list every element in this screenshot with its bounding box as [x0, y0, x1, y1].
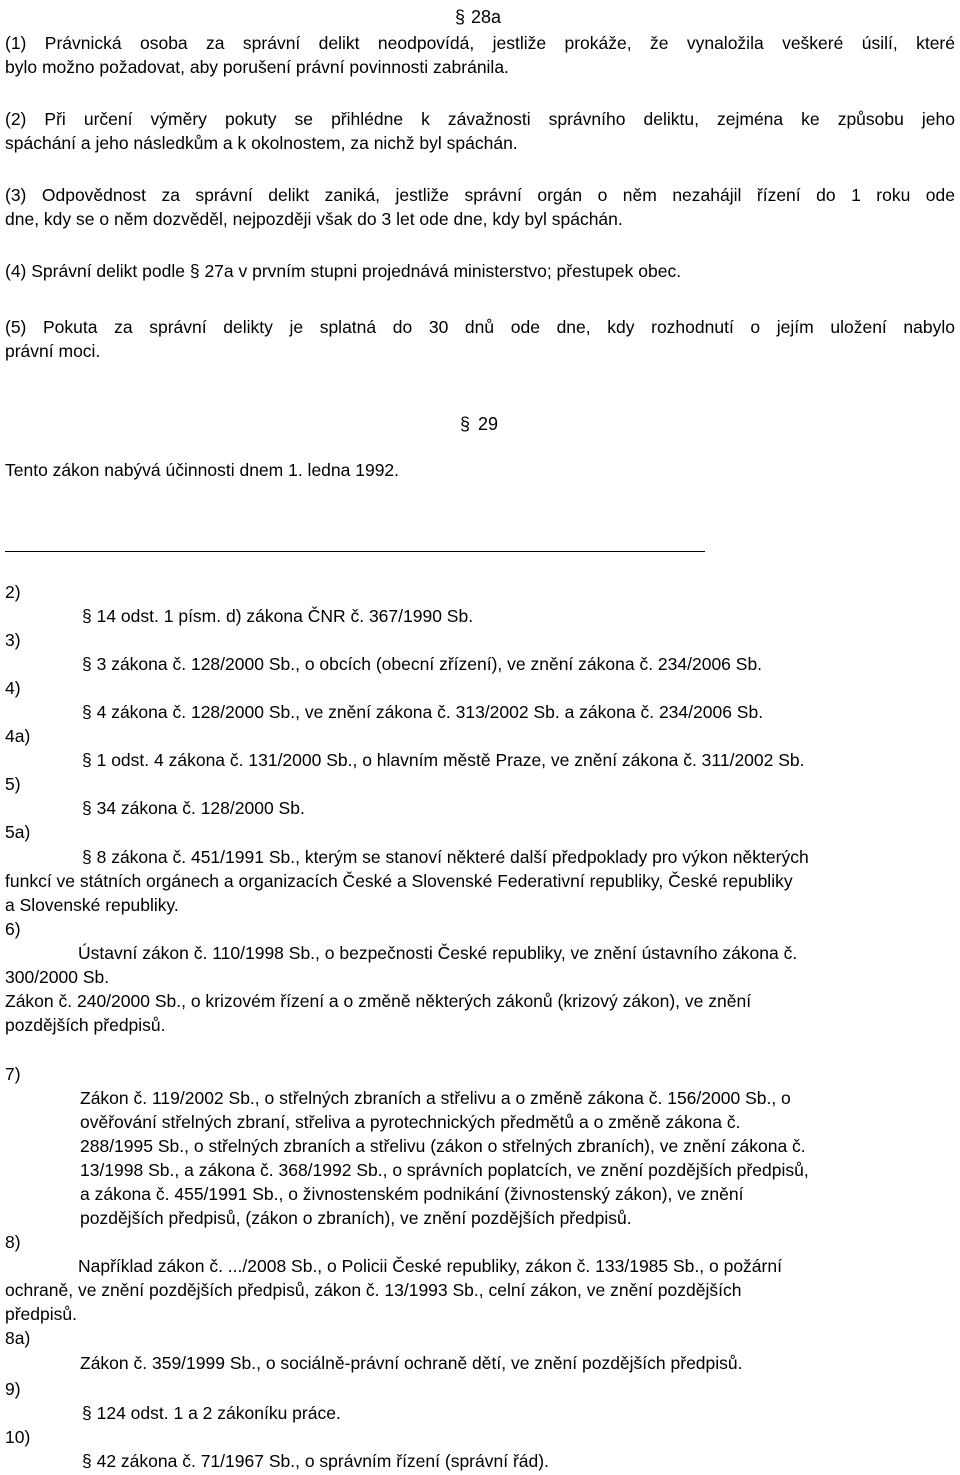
footnote-text [82, 845, 809, 869]
paragraph-5-line-2: právní moci. [5, 341, 101, 361]
footnote-9-text: 124 odst. 1 a 2 zákoníku práce. [96, 1403, 341, 1423]
section-mark: § [82, 798, 92, 818]
effective-date-text: Tento zákon nabývá účinnosti dnem 1. ledna 1992. [5, 460, 400, 480]
footnote-text: pozdějších předpisů, (zákon o zbraních), ve znění pozdějších předpisů. [80, 1208, 632, 1228]
footnote-label: 8) [5, 1232, 21, 1252]
footnote-text: 13/1998 Sb., a zákona č. 368/1992 Sb., o správních poplatcích, ve znění pozdějších předpisů, [80, 1160, 809, 1180]
footnote-label: 10) [5, 1427, 31, 1447]
paragraph-4-text-start: (4) Správní delikt podle [5, 261, 190, 281]
paragraph-4-text-end: 27a v prvním stupni projednává ministerstvo; přestupek obec. [204, 261, 682, 281]
footnote-text: pozdějších předpisů. [5, 1015, 166, 1035]
section-mark: § [82, 606, 92, 626]
footnote-3-text: 3 zákona č. 128/2000 Sb., o obcích (obecní zřízení), ve znění zákona č. 234/2006 Sb. [96, 654, 763, 674]
footnote-2-text: 14 odst. 1 písm. d) zákona ČNR č. 367/1990 Sb. [96, 606, 474, 626]
footnote-text: Například zákon č. .../2008 Sb., o Policii České republiky, zákon č. 133/1985 Sb., o požární [78, 1256, 782, 1276]
footnote-4a-text: 1 odst. 4 zákona č. 131/2000 Sb., o hlavním městě Praze, ve znění zákona č. 311/2002 Sb. [96, 750, 805, 770]
section-mark: § [82, 1403, 92, 1423]
footnote-label: 5a) [5, 822, 31, 842]
footnote-text [82, 1449, 549, 1473]
footnote-label: 4a) [5, 726, 31, 746]
footnote-text: předpisů. [5, 1304, 77, 1324]
paragraph-3-line-2: dne, kdy se o něm dozvěděl, nejpozději však do 3 let ode dne, kdy byl spáchán. [5, 209, 623, 229]
section-mark: § [455, 7, 466, 27]
paragraph-2-line-1: (2) Při určení výměry pokuty se přihlédne k závažnosti správního deliktu, zejména ke způsobu jeho [5, 109, 955, 129]
footnote-text: ověřování střelných zbraní, střeliva a pyrotechnických předmětů a o změně zákona č. [80, 1112, 741, 1132]
paragraph-5-line-1: (5) Pokuta za správní delikty je splatná do 30 dnů ode dne, kdy rozhodnutí o jejím uložení nabylo [5, 317, 955, 337]
paragraph-2-line-2: spáchání a jeho následkům a k okolnostem, za nichž byl spáchán. [5, 133, 518, 153]
footnote-10-text: 42 zákona č. 71/1967 Sb., o správním řízení (správní řád). [96, 1451, 549, 1471]
footnote-text: a zákona č. 455/1991 Sb., o živnostenském podnikání (živnostenský zákon), ve znění [80, 1184, 744, 1204]
footnote-text: funkcí ve státních orgánech a organizacích České a Slovenské Federativní republiky, České republiky [5, 871, 793, 891]
section-mark: § [189, 261, 200, 281]
paragraph-1-line-1: (1) Právnická osoba za správní delikt neodpovídá, jestliže prokáže, že vynaložila veškeré úsilí, které [5, 33, 955, 53]
footnote-5a-line-1: 8 zákona č. 451/1991 Sb., kterým se stanoví některé další předpoklady pro výkon některých [96, 847, 809, 867]
footnote-label: 8a) [5, 1328, 31, 1348]
footnote-text: a Slovenské republiky. [5, 895, 179, 915]
footnote-text [82, 796, 305, 820]
footnote-text: Ústavní zákon č. 110/1998 Sb., o bezpečnosti České republiky, ve znění ústavního zákona č. [78, 943, 798, 963]
footnote-text: Zákon č. 119/2002 Sb., o střelných zbraních a střelivu a o změně zákona č. 156/2000 Sb., o [80, 1088, 791, 1108]
section-mark: § [82, 1451, 92, 1471]
footnote-5-text: 34 zákona č. 128/2000 Sb. [96, 798, 305, 818]
footnote-label: 2) [5, 582, 21, 602]
section-title-28a: 28a [471, 7, 502, 27]
footnote-text [82, 652, 762, 676]
footnote-text: Zákon č. 359/1999 Sb., o sociálně-právní ochraně dětí, ve znění pozdějších předpisů. [80, 1353, 743, 1373]
section-title-29: 29 [478, 414, 499, 434]
section-mark: § [82, 702, 92, 722]
footnote-separator [5, 551, 705, 552]
section-mark: § [82, 654, 92, 674]
footnote-text [82, 1401, 341, 1425]
footnote-label: 5) [5, 774, 21, 794]
footnote-label: 9) [5, 1379, 21, 1399]
footnote-label: 3) [5, 630, 21, 650]
footnote-label: 6) [5, 919, 21, 939]
footnote-text [82, 604, 473, 628]
footnote-text: 288/1995 Sb., o střelných zbraních a střelivu (zákon o střelných zbraních), ve znění zákona č. [80, 1136, 806, 1156]
footnote-text: ochraně, ve znění pozdějších předpisů, zákon č. 13/1993 Sb., celní zákon, ve znění pozdějších [5, 1280, 742, 1300]
footnote-4-text: 4 zákona č. 128/2000 Sb., ve znění zákona č. 313/2002 Sb. a zákona č. 234/2006 Sb. [96, 702, 764, 722]
footnote-text: Zákon č. 240/2000 Sb., o krizovém řízení a o změně některých zákonů (krizový zákon), ve znění [5, 991, 752, 1011]
footnote-label: 4) [5, 678, 21, 698]
footnote-label: 7) [5, 1064, 21, 1084]
section-mark: § [82, 847, 92, 867]
footnote-text: 300/2000 Sb. [5, 967, 110, 987]
footnote-text [82, 748, 805, 772]
footnote-text [82, 700, 763, 724]
paragraph-3-line-1: (3) Odpovědnost za správní delikt zaniká, jestliže správní orgán o něm nezahájil řízení do 1 roku ode [5, 185, 955, 205]
paragraph-1-line-2: bylo možno požadovat, aby porušení právní povinnosti zabránila. [5, 57, 509, 77]
paragraph-4 [5, 259, 681, 283]
section-mark: § [460, 414, 471, 434]
section-mark: § [82, 750, 92, 770]
